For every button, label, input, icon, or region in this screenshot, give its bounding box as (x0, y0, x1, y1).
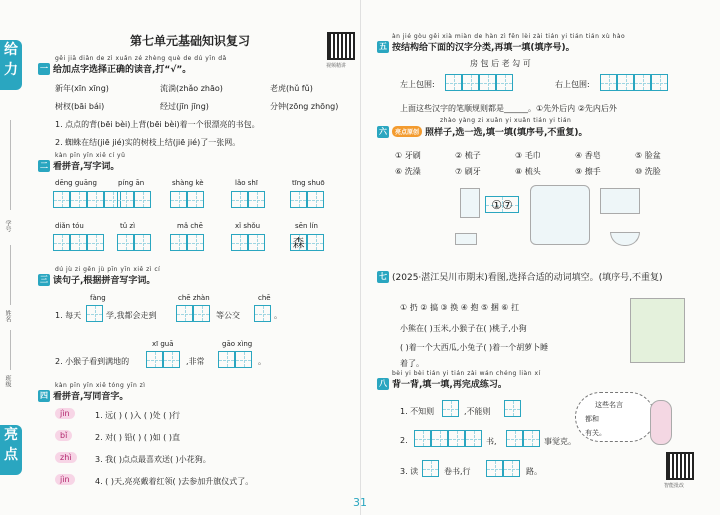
writing-grid[interactable] (486, 460, 520, 477)
section2-title: 看拼音,写字词。 (53, 162, 120, 172)
left-top-label: 左上包围: (400, 80, 435, 89)
section3-title: 读句子,根据拼音写字词。 (53, 276, 156, 286)
answer-boxes[interactable] (485, 196, 519, 213)
writing-grid[interactable] (117, 191, 151, 208)
section7-header (377, 270, 663, 283)
writing-grid[interactable] (254, 305, 271, 322)
s1-item[interactable]: 经过(jīn jīng) (160, 102, 209, 111)
pinyin-pill: jìn (55, 474, 75, 485)
option-item: ⑥ 洗澡 (395, 167, 421, 176)
section6-pinyin: zhào yàng zi xuǎn yi xuǎn tián yi tián (440, 117, 572, 124)
s1-question-2[interactable]: 2. 蜘蛛在结(jiē jié)实的树枝上结(jiē jié)了一张网。 (55, 138, 241, 147)
section8-header (377, 377, 507, 390)
answer-boxes[interactable] (600, 74, 668, 91)
fill-in-sentence[interactable]: 着了。 (400, 359, 424, 368)
section5-number: 五 (379, 41, 387, 51)
proverb-text: 卷书,行 (444, 467, 471, 476)
section6-title: 照样子,选一选,填一填(填序号,不重复)。 (425, 128, 588, 138)
writing-grid[interactable] (442, 400, 459, 417)
section4-pinyin: kàn pīn yīn xiě tóng yīn zì (55, 382, 146, 389)
qr-code-right[interactable] (666, 452, 694, 480)
homophone-line[interactable]: 2. 对( ) 铅( ) ( )如 ( )直 (95, 433, 180, 442)
sidebar-tab-top: 给力 (0, 40, 22, 90)
pinyin-prompt: mǎ chē (177, 222, 203, 230)
option-item: ⑩ 洗脸 (635, 167, 661, 176)
writing-grid[interactable] (231, 234, 265, 251)
option-item: ⑨ 擦手 (575, 167, 601, 176)
name-label: 姓名 (4, 310, 11, 322)
pinyin-prompt: lǎo shī (235, 179, 258, 187)
writing-grid[interactable] (146, 351, 180, 368)
writing-grid[interactable] (290, 191, 324, 208)
option-item: ④ 香皂 (575, 151, 601, 160)
writing-grid[interactable] (53, 191, 121, 208)
qr-label-right: 智能批改 (664, 483, 685, 489)
section5-header (377, 40, 575, 53)
class-label: 班级 (4, 375, 11, 387)
section4-header (38, 389, 128, 402)
right-top-label: 右上包围: (555, 80, 590, 89)
section4-title: 看拼音,写同音字。 (53, 392, 129, 402)
option-item: ② 梳子 (455, 151, 481, 160)
writing-grid[interactable] (231, 191, 265, 208)
sidebar-line (10, 120, 11, 210)
section5-pinyin: àn jié gòu gěi xià miàn de hàn zì fēn lèi zài tián yi tián tián xù hào (392, 33, 626, 40)
section6-number: 六 (379, 126, 387, 136)
prefilled-character: 森 (292, 236, 305, 250)
animals-garden-image (630, 298, 685, 363)
toothbrush-image (460, 188, 480, 218)
section4-number: 四 (40, 390, 48, 400)
writing-grid[interactable] (170, 191, 204, 208)
pinyin-prompt: tīng shuō (292, 179, 325, 187)
pinyin-prompt: sēn lín (295, 222, 318, 230)
pinyin-pill: zhì (55, 452, 77, 463)
writing-grid[interactable] (422, 460, 439, 477)
option-item: ⑦ 刷牙 (455, 167, 481, 176)
pinyin-prompt: tǔ zì (120, 222, 136, 230)
writing-grid[interactable] (414, 430, 482, 447)
option-item: ① 牙刷 (395, 151, 421, 160)
pinyin-prompt: xǐ shǒu (235, 222, 261, 230)
homophone-line[interactable]: 1. 远( ) ( )入 ( )处 ( )行 (95, 411, 180, 420)
pinyin-prompt: shàng kè (172, 179, 204, 187)
highlight-tag: 亮点原创 (392, 126, 422, 137)
sentence-text: 学,我都会走到 (106, 311, 157, 320)
sample-answer: ①⑦ (491, 197, 513, 212)
character-list: 房 包 后 老 勾 可 (470, 59, 531, 68)
section3-number: 三 (40, 274, 48, 284)
sidebar-tab-bottom: 亮点 (0, 425, 22, 475)
qr-label-left: 视频精讲 (326, 63, 347, 69)
qr-code-left[interactable] (327, 32, 355, 60)
writing-grid[interactable] (290, 234, 324, 251)
proverb-text: 3. 读 (400, 467, 419, 476)
option-item: ⑤ 脸盆 (635, 151, 661, 160)
s1-item[interactable]: 新年(xīn xīng) (55, 84, 109, 93)
pinyin-prompt: diǎn tóu (55, 222, 84, 230)
fill-in-sentence[interactable]: ( )着一个大西瓜,小兔子( )着一个胡萝卜睡 (400, 343, 549, 352)
s1-item[interactable]: 分钟(zōng zhōng) (270, 102, 339, 111)
proverb-text: 2. (400, 436, 408, 445)
pinyin-pill: jìn (55, 408, 75, 419)
proverb-text: 路。 (526, 467, 542, 476)
sidebar-line (10, 330, 11, 370)
writing-grid[interactable] (117, 234, 151, 251)
girl-illustration (650, 400, 672, 445)
proverb-text: ,不能则 (464, 407, 491, 416)
homophone-line[interactable]: 3. 我( )点点最喜欢送( )小花狗。 (95, 455, 211, 464)
children-washing-image (530, 185, 590, 245)
section1-number: 一 (40, 63, 48, 73)
pinyin-pill: bǐ (55, 430, 72, 441)
pinyin-prompt: dēng guāng (55, 179, 97, 187)
pinyin-prompt: xī guā (152, 340, 174, 348)
writing-grid[interactable] (506, 430, 540, 447)
homophone-line[interactable]: 4. ( )天,亮亮戴着红领( )去参加升旗仪式了。 (95, 477, 254, 486)
section7-number: 七 (379, 271, 387, 281)
pinyin-prompt: gāo xìng (222, 340, 253, 348)
sentence-text: ,非常 (186, 357, 205, 366)
pinyin-prompt: chē (258, 294, 271, 302)
sidebar-line (10, 245, 11, 305)
section2-number: 二 (40, 160, 48, 170)
writing-grid[interactable] (504, 400, 521, 417)
verb-options: ① 扔 ② 搞 ③ 换 ④ 抱 ⑤ 捆 ⑥ 扛 (400, 303, 520, 312)
writing-grid[interactable] (176, 305, 210, 322)
section1-title: 给加点字选择正确的读音,打“√”。 (53, 65, 192, 75)
proverb-text: 事觉克。 (544, 437, 576, 446)
s1-item[interactable]: 树杈(bāi bái) (55, 102, 105, 111)
proverb-text: 书, (486, 437, 497, 446)
option-item: ③ 毛巾 (515, 151, 541, 160)
page-fold (360, 0, 361, 515)
sentence-text: 1. 每天 (55, 311, 82, 320)
pinyin-prompt: chē zhàn (178, 294, 210, 302)
cloud-text: 有关。 (585, 429, 606, 437)
section2-header (38, 159, 119, 172)
s1-item[interactable]: 流淌(zhǎo zhāo) (160, 84, 223, 93)
proverb-text: 1. 不知则 (400, 407, 435, 416)
section1-header (38, 62, 191, 75)
writing-grid[interactable] (218, 351, 252, 368)
section1-pinyin: gěi jiā diǎn de zì xuǎn zé zhèng què de dú yīn dǎ (55, 55, 227, 62)
section3-header (38, 273, 155, 286)
section7-title: (2025·湛江吴川市期末)看图,选择合适的动词填空。(填序号,不重复) (392, 273, 663, 283)
section6-header (377, 125, 588, 138)
section8-pinyin: bèi yi bèi tián yi tián zài wán chéng liàn xí (392, 370, 541, 377)
page-number: 31 (353, 496, 367, 509)
s1-question-1[interactable]: 1. 点点的背(bēi bèi)上背(bēi bèi)着一个很漂亮的书包。 (55, 120, 260, 129)
sentence-text: 等公交 (216, 311, 240, 320)
section5-title: 按结构给下面的汉字分类,再填一填(填序号)。 (392, 43, 575, 53)
student-number-label: 学号 (4, 220, 11, 232)
section8-title: 背一背,填一填,再完成练习。 (392, 380, 507, 390)
answer-boxes[interactable] (445, 74, 513, 91)
sentence-text: 。 (258, 357, 266, 366)
writing-grid[interactable] (86, 305, 103, 322)
section8-number: 八 (379, 378, 387, 388)
option-item: ⑧ 梳头 (515, 167, 541, 176)
pinyin-prompt: píng ān (118, 179, 145, 187)
writing-grid[interactable] (170, 234, 204, 251)
section3-pinyin: dú jù zi gēn jù pīn yīn xiě zì cí (55, 266, 161, 273)
cloud-text: 都和 (585, 415, 599, 423)
mirror-image (600, 188, 640, 214)
sentence-text: 2. 小猴子看到满地的 (55, 357, 130, 366)
basin-image (610, 232, 640, 246)
sidebar (0, 30, 22, 490)
section2-pinyin: kàn pīn yīn xiě cí yǔ (55, 152, 126, 159)
fill-in-sentence[interactable]: 小熊在( )玉米,小猴子在( )桃子,小狗 (400, 324, 527, 333)
writing-grid[interactable] (53, 234, 104, 251)
cloud-text: 这些名言 (595, 401, 623, 409)
page-title: 第七单元基础知识复习 (130, 34, 251, 48)
stroke-rule-question[interactable]: 上面这些汉字的笔顺规则都是______。①先外后内 ②先内后外 (400, 104, 617, 113)
sentence-text: 。 (274, 311, 282, 320)
s1-item[interactable]: 老虎(hǔ fǔ) (270, 84, 313, 93)
pinyin-prompt: fàng (90, 294, 106, 302)
towel-image (455, 233, 477, 245)
